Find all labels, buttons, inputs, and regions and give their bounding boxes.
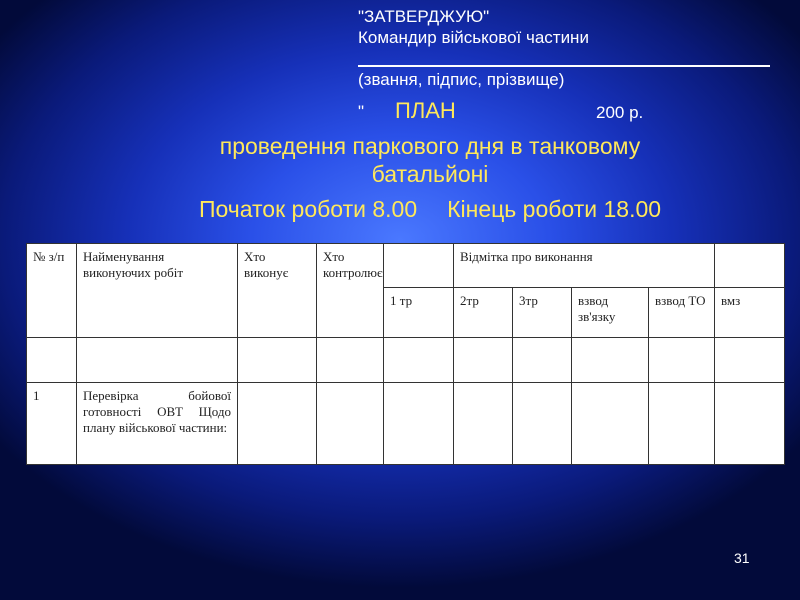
plan-subtitle-line1: проведення паркового дня в танковому (219, 133, 641, 159)
table-cell (454, 338, 513, 383)
table-cell (715, 338, 785, 383)
table-cell (238, 338, 317, 383)
row-num: 1 (27, 383, 77, 465)
header-who-does: Хто виконує (238, 244, 317, 338)
plan-table (26, 243, 785, 465)
table-cell (454, 383, 513, 465)
signature-line (358, 48, 770, 67)
approval-commander: Командир військової частини (358, 28, 589, 47)
approval-signature-caption: (звання, підпис, прізвище) (358, 70, 565, 89)
header-completion-mark: Відмітка про виконання (454, 244, 715, 288)
work-hours (100, 195, 760, 223)
subheader-vmz: вмз (715, 288, 785, 338)
table-cell (27, 338, 77, 383)
date-quote: " (358, 102, 365, 121)
table-cell (384, 338, 454, 383)
approval-block (358, 6, 770, 90)
table-row (27, 338, 785, 383)
table-cell (513, 338, 572, 383)
subheader-maintenance-platoon: взвод ТО (649, 288, 715, 338)
table-cell (238, 383, 317, 465)
plan-subtitle-line2: батальйоні (371, 161, 489, 187)
subheader-signal-platoon: взвод зв'язку (572, 288, 649, 338)
header-blank-cell (384, 244, 454, 288)
approval-heading: "ЗАТВЕРДЖУЮ" (358, 7, 490, 26)
subheader-1tr: 1 тр (384, 288, 454, 338)
table-cell (715, 383, 785, 465)
table-cell (572, 338, 649, 383)
table-cell (513, 383, 572, 465)
table-cell (77, 338, 238, 383)
table-row (27, 383, 785, 465)
table-cell (649, 338, 715, 383)
table-cell (649, 383, 715, 465)
header-task-name: Найменування виконуючих робіт (77, 244, 238, 338)
subheader-3tr: 3тр (513, 288, 572, 338)
plan-year: 200 р. (596, 103, 644, 122)
header-blank-cell (715, 244, 785, 288)
work-start: Початок роботи 8.00 (198, 196, 418, 222)
table-cell (317, 383, 384, 465)
work-end: Кінець роботи 18.00 (447, 196, 662, 222)
slide-number: 31 (734, 550, 750, 566)
header-num: № з/п (27, 244, 77, 338)
header-who-controls: Хто контролює (317, 244, 384, 338)
table-cell (317, 338, 384, 383)
row-task-name: Перевірка бойової готовності ОВТ Щодо плану військової частини: (77, 383, 238, 465)
table-cell (572, 383, 649, 465)
plan-heading-row (358, 100, 658, 124)
plan-title: ПЛАН (395, 98, 456, 123)
table-header-row (27, 244, 785, 288)
subheader-2tr: 2тр (454, 288, 513, 338)
table-cell (384, 383, 454, 465)
